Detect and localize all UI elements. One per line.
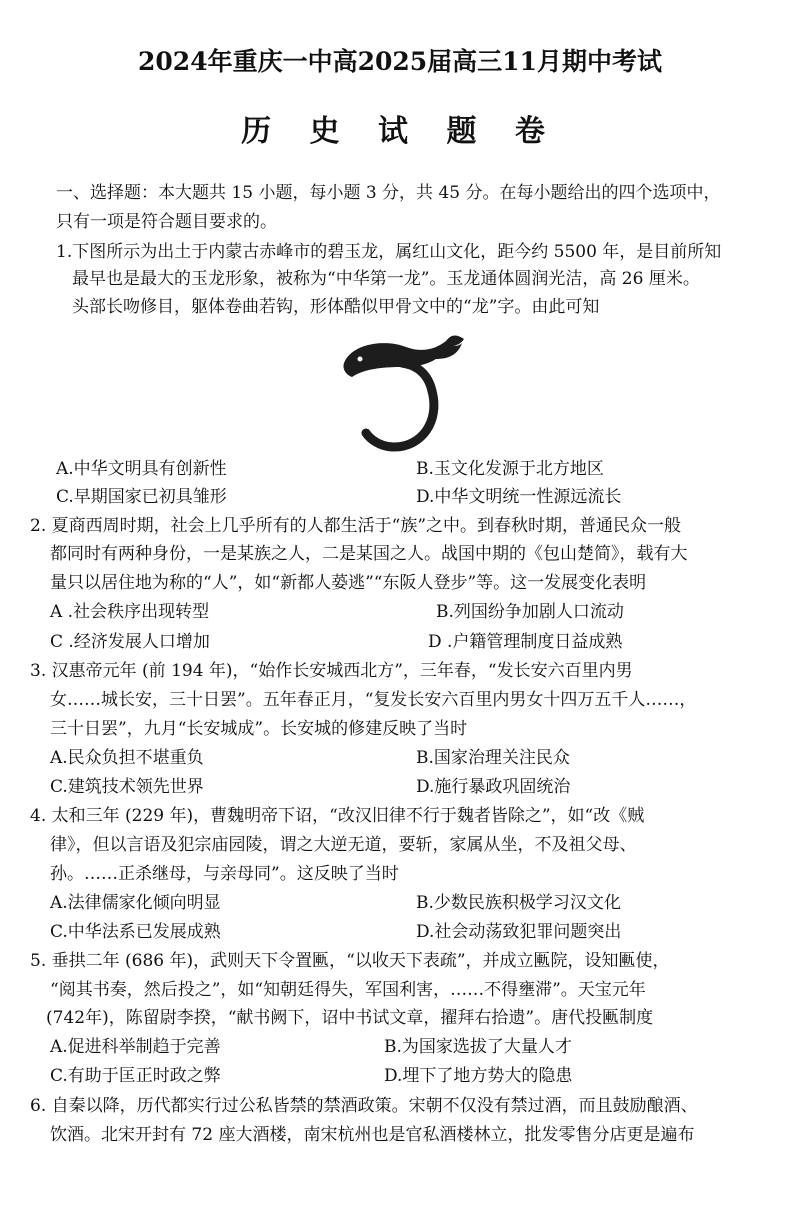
q5-stem-line-3: (742年)，陈留尉李揆，“献书阙下，诏中书试文章，擢拜右拾遗”。唐代投匭制度 [46, 1008, 654, 1028]
jade-dragon-image [336, 333, 468, 453]
q5-option-d: D.埋下了地方势大的隐患 [384, 1066, 573, 1086]
q1-option-c: C.早期国家已初具雏形 [56, 487, 227, 507]
exam-title: 2024年重庆一中高2025届高三11月期中考试 [138, 47, 662, 76]
q6-stem-line-1: 6. 自秦以降，历代都实行过公私皆禁的禁酒政策。宋朝不仅没有禁过酒，而且鼓励酿酒、 [30, 1096, 698, 1116]
q4-option-b: B.少数民族积极学习汉文化 [416, 893, 621, 913]
q2-option-d: D .户籍管理制度日益成熟 [428, 632, 623, 652]
q4-stem-line-2: 律》，但以言语及犯宗庙园陵，谓之大逆无道，要斩，家属从坐，不及祖父母、 [50, 835, 637, 855]
q2-stem-line-2: 都同时有两种身份，一是某族之人，二是某国之人。战国中期的《包山楚简》，载有大 [50, 544, 688, 564]
q1-stem-line-3: 头部长吻修目，躯体卷曲若钩，形体酷似甲骨文中的“龙”字。由此可知 [72, 297, 600, 317]
exam-subject-title: 历 史 试 题 卷 [241, 114, 559, 149]
q3-option-d: D.施行暴政巩固统治 [416, 777, 571, 797]
q4-stem-line-3: 孙。……正杀继母，与亲母同”。这反映了当时 [50, 864, 399, 884]
q5-option-c: C.有助于匡正时政之弊 [50, 1066, 221, 1086]
q1-option-b: B.玉文化发源于北方地区 [416, 459, 604, 479]
q3-option-b: B.国家治理关注民众 [416, 748, 570, 768]
section-instructions-line-2: 只有一项是符合题目要求的。 [56, 212, 277, 232]
q4-stem-line-1: 4. 太和三年 (229 年)，曹魏明帝下诏，“改汉旧律不行于魏者皆除之”，如“改《贼 [30, 806, 645, 826]
q3-option-a: A.民众负担不堪重负 [50, 748, 204, 768]
q5-stem-line-2: “阅其书奏，然后投之”，如“知朝廷得失，军国利害，……不得壅滞”。天宝元年 [50, 980, 646, 1000]
q3-stem-line-3: 三十日罢”，九月“长安城成”。长安城的修建反映了当时 [50, 719, 468, 739]
q4-option-d: D.社会动荡致犯罪问题突出 [416, 922, 622, 942]
q1-option-a: A.中华文明具有创新性 [56, 459, 227, 479]
q4-option-a: A.法律儒家化倾向明显 [50, 893, 221, 913]
q2-option-b: B.列国纷争加剧人口流动 [436, 602, 624, 622]
q1-stem-line-1: 1.下图所示为出土于内蒙古赤峰市的碧玉龙，属红山文化，距今约 5500 年，是目前所知 [56, 242, 722, 262]
q1-stem-line-2: 最早也是最大的玉龙形象，被称为“中华第一龙”。玉龙通体圆润光洁，高 26 厘米。 [72, 269, 700, 289]
q3-stem-line-1: 3. 汉惠帝元年 (前 194 年)，“始作长安城西北方”，三年春，“发长安六百里内男 [30, 661, 633, 681]
q1-option-d: D.中华文明统一性源远流长 [416, 487, 622, 507]
q6-stem-line-2: 饮酒。北宋开封有 72 座大酒楼，南宋杭州也是官私酒楼林立，批发零售分店更是遍布 [50, 1125, 695, 1145]
section-instructions-line-1: 一、选择题：本大题共 15 小题，每小题 3 分，共 45 分。在每小题给出的四个选项中， [56, 183, 721, 203]
q5-option-b: B.为国家选拔了大量人才 [384, 1037, 572, 1057]
q4-option-c: C.中华法系已发展成熟 [50, 922, 221, 942]
q2-option-a: A .社会秩序出现转型 [50, 602, 210, 622]
q2-stem-line-1: 2. 夏商西周时期，社会上几乎所有的人都生活于“族”之中。到春秋时期，普通民众一般 [30, 516, 682, 536]
q5-option-a: A.促进科举制趋于完善 [50, 1037, 221, 1057]
q2-option-c: C .经济发展人口增加 [50, 632, 210, 652]
q2-stem-line-3: 量只以居住地为称的“人”，如“新都人蒆逃”“东阪人登步”等。这一发展变化表明 [50, 573, 647, 593]
q5-stem-line-1: 5. 垂拱二年 (686 年)，武则天下令置匭，“以收天下表疏”，并成立匭院，设知匭使， [30, 951, 670, 971]
q3-stem-line-2: 女……城长安，三十日罢”。五年春正月，“复发长安六百里内男女十四万五千人……， [50, 690, 697, 710]
q3-option-c: C.建筑技术领先世界 [50, 777, 204, 797]
